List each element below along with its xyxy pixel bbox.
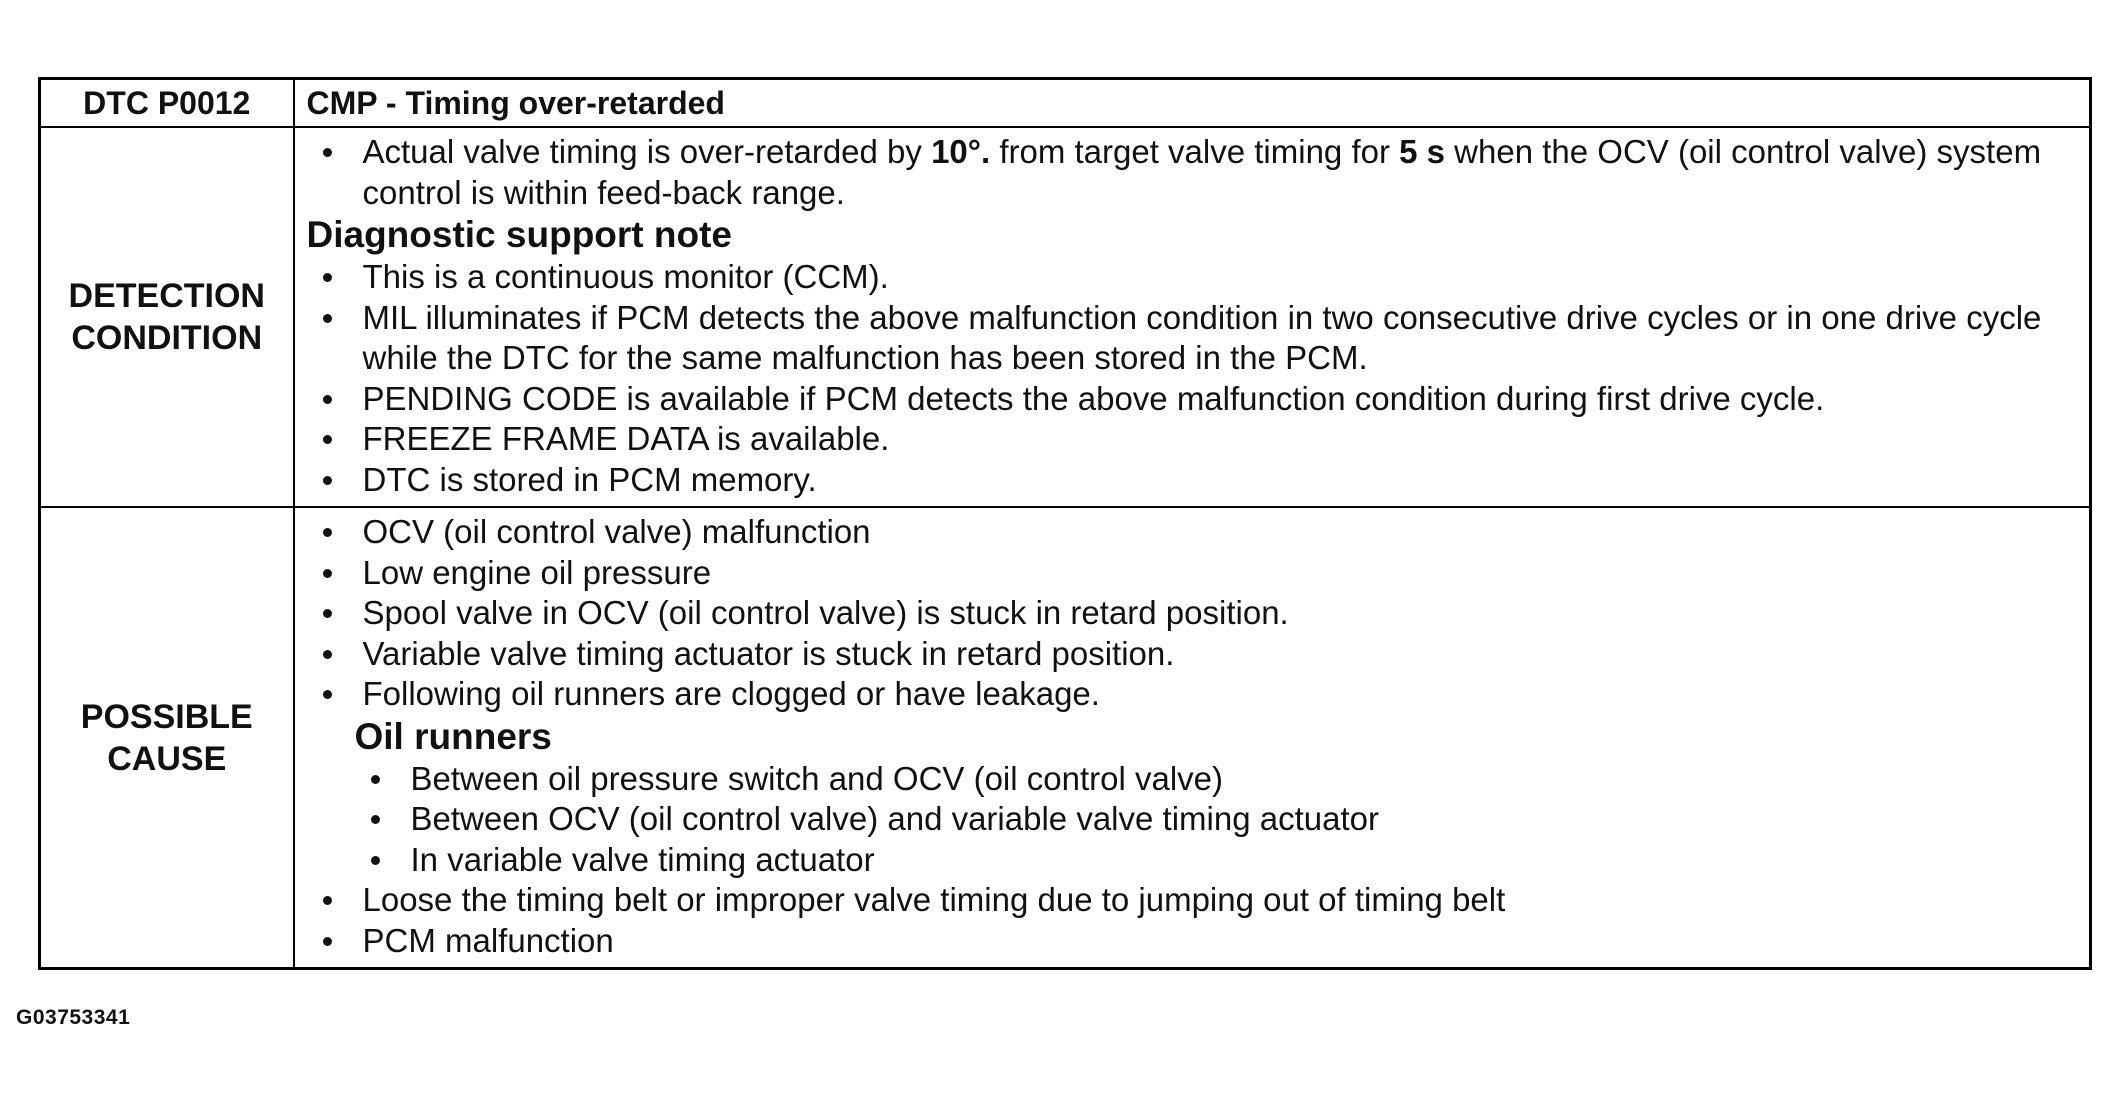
figure-code: G03753341 (16, 1006, 131, 1029)
list-item: In variable valve timing actuator (307, 840, 2078, 881)
diagnostic-support-heading: Diagnostic support note (306, 214, 732, 255)
list-item: Following oil runners are clogged or have leakage. (307, 674, 2078, 715)
detection-condition-content (294, 127, 2091, 507)
angle-value: 10°. (931, 133, 991, 170)
list-item: Spool valve in OCV (oil control valve) is stuck in retard position. (307, 593, 2078, 634)
list-item: Low engine oil pressure (307, 553, 2078, 594)
detection-condition-label (40, 127, 294, 507)
cause-row (40, 507, 2091, 969)
time-value: 5 s (1399, 133, 1446, 170)
list-item: DTC is stored in PCM memory. (307, 460, 2078, 501)
cause-label-line1: POSSIBLE (80, 697, 253, 736)
list-item: PCM malfunction (307, 921, 2078, 962)
cause-label-line2: CAUSE (107, 739, 227, 778)
possible-cause-label (40, 507, 294, 969)
detection-label-line2: CONDITION (71, 319, 263, 357)
list-item: PENDING CODE is available if PCM detects the above malfunction condition during first drive cycle. (307, 379, 2078, 420)
possible-cause-content (294, 507, 2091, 969)
list-item: Actual valve timing is over-retarded by 10°. from target valve timing for 5 s when the OCV (oil control valve) system control is within feed-back range. (307, 132, 2078, 213)
cause-list (307, 512, 2078, 715)
oil-runners-list (307, 759, 2078, 881)
list-item: Between OCV (oil control valve) and variable valve timing actuator (307, 799, 2078, 840)
cause-list-continued (307, 880, 2078, 961)
header-row (40, 79, 2091, 128)
list-item: FREEZE FRAME DATA is available. (307, 419, 2078, 460)
dtc-table (38, 77, 2092, 970)
detection-list (307, 132, 2078, 213)
oil-runners-heading: Oil runners (354, 715, 552, 757)
support-note-list (307, 257, 2078, 500)
list-item: Loose the timing belt or improper valve timing due to jumping out of timing belt (307, 880, 2078, 921)
list-item: This is a continuous monitor (CCM). (307, 257, 2078, 298)
dtc-title: CMP - Timing over-retarded (294, 79, 2091, 128)
list-item: OCV (oil control valve) malfunction (307, 512, 2078, 553)
list-item: Between oil pressure switch and OCV (oil control valve) (307, 759, 2078, 800)
list-item: Variable valve timing actuator is stuck in retard position. (307, 634, 2078, 675)
detection-row (40, 127, 2091, 507)
dtc-code: DTC P0012 (40, 79, 294, 128)
list-item: MIL illuminates if PCM detects the above malfunction condition in two consecutive drive cycles or in one drive cycle while the DTC for the same malfunction has been stored in the PCM. (307, 298, 2078, 379)
detection-label-line1: DETECTION (68, 277, 265, 315)
